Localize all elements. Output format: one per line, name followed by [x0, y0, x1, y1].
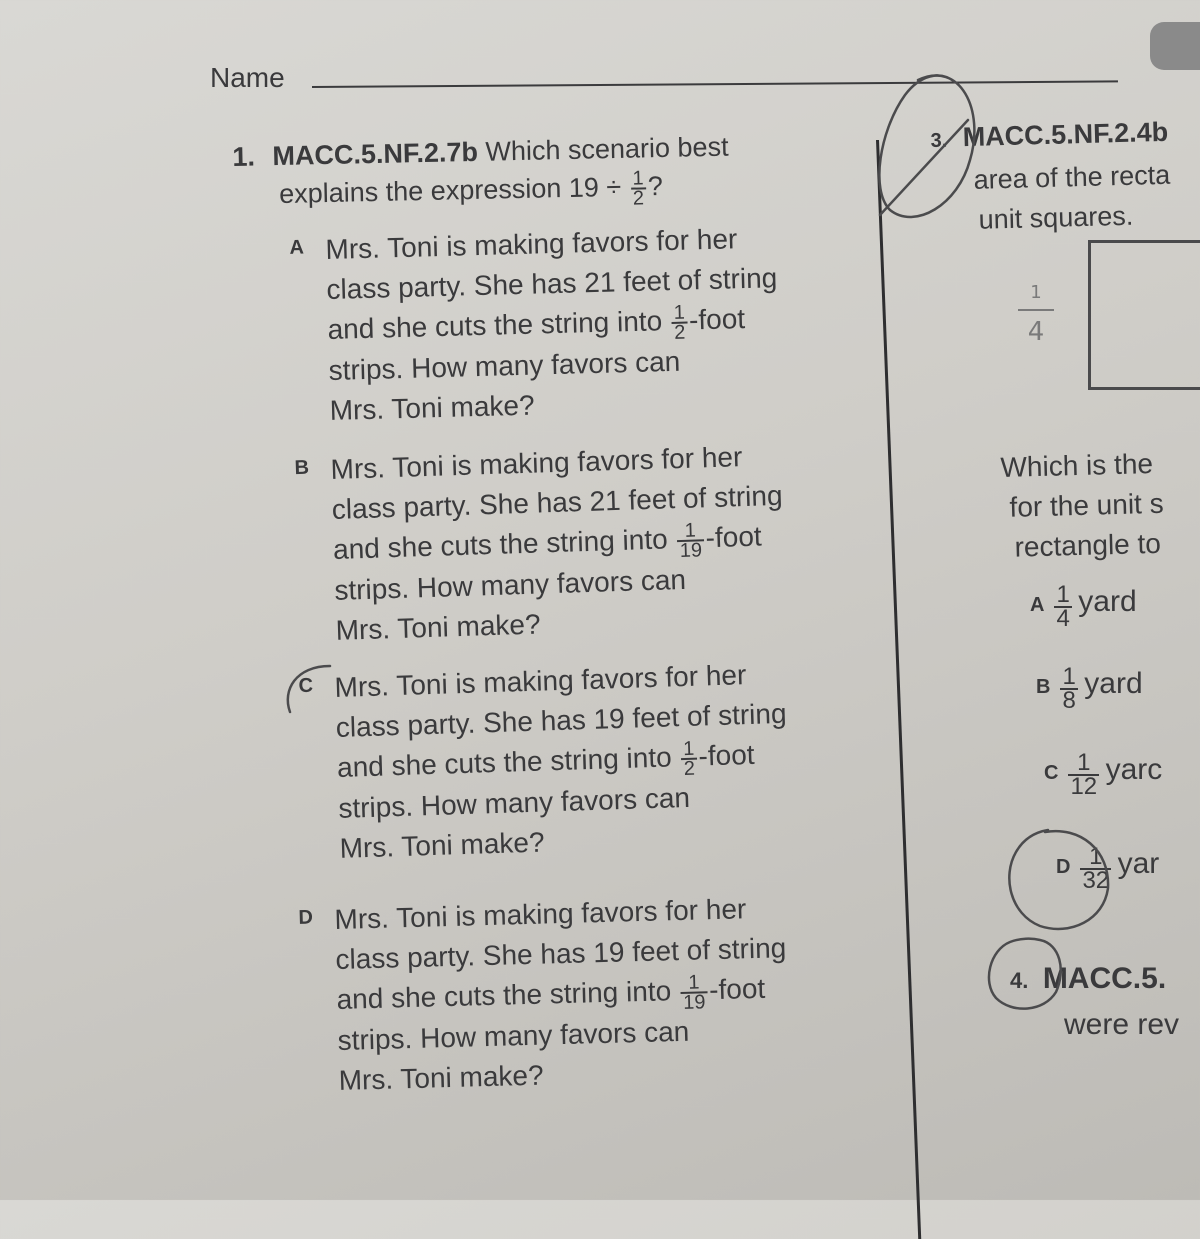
answer-b[interactable]: B $\frac{1}{8}$ yard [1036, 663, 1143, 714]
question-3-cross-mark [880, 120, 968, 215]
question-3-circle-mark [879, 75, 974, 216]
option-letter: A [289, 236, 305, 259]
option-letter: C [298, 674, 314, 698]
question-1-prompt-line1: Which scenario best [485, 131, 729, 167]
name-label: Name [210, 62, 285, 93]
question-4-circle-mark [989, 939, 1061, 1009]
question-4-number: 4. [1010, 968, 1029, 993]
answer-a[interactable]: A $\frac{1}{4}$ yard [1030, 581, 1137, 632]
question-1-number: 1. [232, 141, 256, 172]
question-3-standard: MACC.5.NF.2.4b [962, 116, 1169, 153]
option-c-circle-mark [288, 666, 330, 712]
option-fraction: $\frac{1}{19}$ [680, 973, 707, 1012]
handwritten-fraction: 1 4 [1018, 282, 1054, 347]
question-4-line2: were rev [1064, 1008, 1180, 1041]
answer-fraction: $\frac{1}{32}$ [1082, 843, 1110, 894]
option-letter: B [294, 456, 310, 480]
option-a[interactable]: A Mrs. Toni is making favors for her class party. She has 21 feet of string and she cuts the string into $\frac{1}{2}$ -foot strips. How many favors can Mrs. Toni make? [289, 223, 778, 426]
answer-d-circle-mark [1009, 830, 1108, 929]
answer-fraction: $\frac{1}{12}$ [1070, 749, 1098, 800]
option-fraction: $\frac{1}{2}$ [673, 301, 686, 344]
option-fraction: $\frac{1}{19}$ [677, 521, 704, 560]
answer-c[interactable]: C $\frac{1}{12}$ yarc [1044, 749, 1163, 800]
question-1-fraction: $\frac{1}{2}$ [632, 167, 645, 210]
question-1-prompt: 1. MACC.5.NF.2.7b Which scenario best explains the expression 19 ÷ $\frac{1}{2}$ ? [232, 131, 729, 210]
question-1-prompt-line2: explains the expression 19 ÷ [278, 171, 622, 210]
option-c[interactable]: C Mrs. Toni is making favors for her class party. She has 19 feet of string and she cuts the string into $\frac{1}{2}$ -foot strips. How many favors can Mrs. Toni make? [298, 659, 787, 864]
option-b[interactable]: B Mrs. Toni is making favors for her class party. She has 21 feet of string and she cuts the string into $\frac{1}{19}$ -foot strips. How many favors can Mrs. Toni make? [294, 441, 783, 646]
question-4-standard: MACC.5. [1042, 962, 1167, 995]
question-3-prompt: 3. MACC.5.NF.2.4b area of the recta unit squares. [930, 116, 1171, 235]
question-1-standard: MACC.5.NF.2.7b [272, 136, 479, 172]
answer-fraction: $\frac{1}{4}$ [1056, 581, 1070, 632]
option-letter: D [298, 906, 314, 929]
option-fraction: $\frac{1}{2}$ [682, 737, 696, 780]
option-d[interactable]: D Mrs. Toni is making favors for her class party. She has 19 feet of string and she cuts the string into $\frac{1}{19}$ -foot strips. How many favors can Mrs. Toni make? [298, 893, 787, 1096]
answer-d[interactable]: D $\frac{1}{32}$ yar [1056, 843, 1160, 894]
question-3-question: Which is the for the unit s rectangle to [1000, 448, 1165, 563]
question-3-number: 3. [930, 129, 948, 152]
answer-fraction: $\frac{1}{8}$ [1062, 663, 1076, 714]
